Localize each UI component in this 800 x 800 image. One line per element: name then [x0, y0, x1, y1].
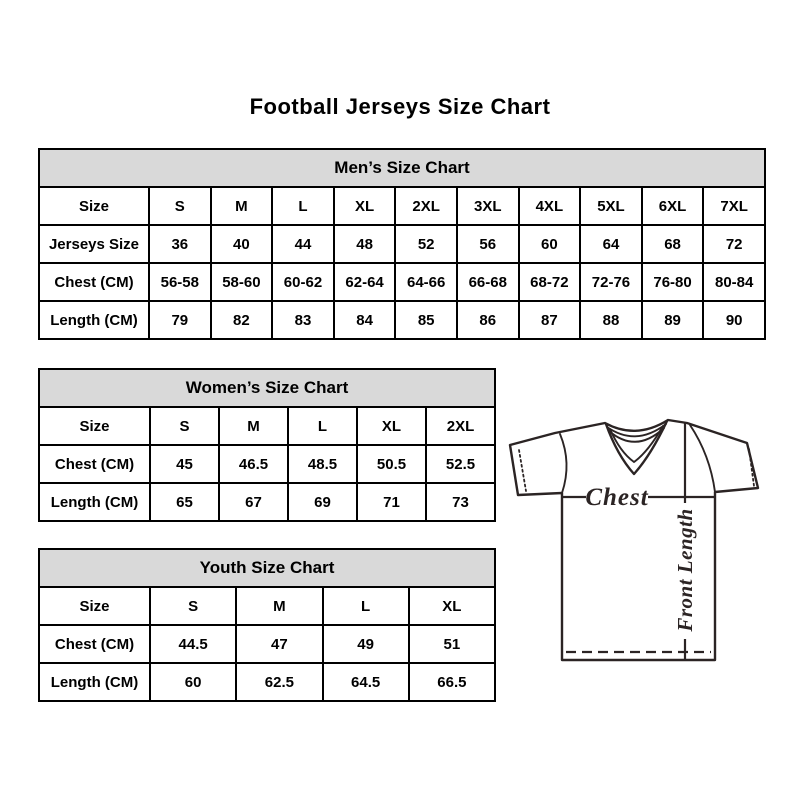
page-title: Football Jerseys Size Chart	[249, 94, 551, 119]
mens-size-chart	[38, 148, 766, 340]
table-cell: 2XL	[426, 407, 495, 445]
table-row	[39, 407, 495, 445]
table-cell: 79	[149, 301, 211, 339]
table-cell: 76-80	[642, 263, 704, 301]
table-cell: 60	[150, 663, 236, 701]
row-label: Chest (CM)	[39, 263, 149, 301]
table-cell: 72	[703, 225, 765, 263]
table-cell: 58-60	[211, 263, 273, 301]
front-length-label: Front Length	[673, 508, 697, 632]
row-label: Jerseys Size	[39, 225, 149, 263]
table-cell: 44	[272, 225, 334, 263]
table-cell: XL	[357, 407, 426, 445]
table-cell: 60-62	[272, 263, 334, 301]
table-cell: 49	[323, 625, 409, 663]
table-cell: 86	[457, 301, 519, 339]
table-cell: 66.5	[409, 663, 495, 701]
table-cell: 69	[288, 483, 357, 521]
table-cell: M	[219, 407, 288, 445]
table-cell: 52	[395, 225, 457, 263]
table-cell: 4XL	[519, 187, 581, 225]
table-cell: 62.5	[236, 663, 322, 701]
table-cell: 45	[150, 445, 219, 483]
table-cell: 52.5	[426, 445, 495, 483]
table-row	[39, 187, 765, 225]
table-cell: 84	[334, 301, 396, 339]
table-cell: 87	[519, 301, 581, 339]
row-label: Length (CM)	[39, 663, 150, 701]
table-cell: S	[150, 407, 219, 445]
table-cell: XL	[334, 187, 396, 225]
jersey-diagram-svg	[500, 403, 768, 673]
table-cell: S	[150, 587, 236, 625]
table-cell: 67	[219, 483, 288, 521]
table-cell: 68-72	[519, 263, 581, 301]
table-cell: 64	[580, 225, 642, 263]
table-row	[39, 587, 495, 625]
youth-size-table	[38, 548, 496, 702]
row-label: Length (CM)	[39, 483, 150, 521]
table-cell: 51	[409, 625, 495, 663]
table-cell: 65	[150, 483, 219, 521]
table-cell: 50.5	[357, 445, 426, 483]
table-cell: XL	[409, 587, 495, 625]
row-label: Size	[39, 187, 149, 225]
table-cell: 48.5	[288, 445, 357, 483]
jersey-measurement-diagram	[500, 403, 768, 673]
table-cell: M	[211, 187, 273, 225]
row-label: Chest (CM)	[39, 445, 150, 483]
table-cell: 36	[149, 225, 211, 263]
men-size-table	[38, 148, 766, 340]
table-cell: 62-64	[334, 263, 396, 301]
table-row	[39, 225, 765, 263]
table-cell: 64-66	[395, 263, 457, 301]
table-cell: 88	[580, 301, 642, 339]
table-cell: M	[236, 587, 322, 625]
row-label: Size	[39, 587, 150, 625]
table-cell: L	[288, 407, 357, 445]
chest-label: Chest	[585, 484, 649, 511]
table-cell: 7XL	[703, 187, 765, 225]
table-cell: S	[149, 187, 211, 225]
table-cell: 40	[211, 225, 273, 263]
row-label: Size	[39, 407, 150, 445]
womens-size-chart	[38, 368, 496, 522]
table-cell: 2XL	[395, 187, 457, 225]
table-cell: 6XL	[642, 187, 704, 225]
table-row	[39, 263, 765, 301]
table-cell: 71	[357, 483, 426, 521]
table-cell: 89	[642, 301, 704, 339]
table-cell: 90	[703, 301, 765, 339]
table-cell: 80-84	[703, 263, 765, 301]
jersey-outline	[510, 420, 758, 660]
table-cell: 66-68	[457, 263, 519, 301]
table-cell: 60	[519, 225, 581, 263]
table-row	[39, 301, 765, 339]
table-cell: 64.5	[323, 663, 409, 701]
table-cell: 5XL	[580, 187, 642, 225]
table-section-header: Women’s Size Chart	[39, 369, 495, 407]
table-cell: 3XL	[457, 187, 519, 225]
table-cell: L	[323, 587, 409, 625]
table-cell: 82	[211, 301, 273, 339]
table-row	[39, 663, 495, 701]
table-cell: 72-76	[580, 263, 642, 301]
table-row	[39, 625, 495, 663]
table-cell: 48	[334, 225, 396, 263]
table-cell: 73	[426, 483, 495, 521]
table-cell: 46.5	[219, 445, 288, 483]
table-cell: 47	[236, 625, 322, 663]
table-cell: 44.5	[150, 625, 236, 663]
table-cell: L	[272, 187, 334, 225]
table-cell: 83	[272, 301, 334, 339]
table-cell: 56	[457, 225, 519, 263]
table-cell: 85	[395, 301, 457, 339]
row-label: Length (CM)	[39, 301, 149, 339]
row-label: Chest (CM)	[39, 625, 150, 663]
table-cell: 68	[642, 225, 704, 263]
table-section-header: Men’s Size Chart	[39, 149, 765, 187]
table-row	[39, 445, 495, 483]
table-cell: 56-58	[149, 263, 211, 301]
women-size-table	[38, 368, 496, 522]
table-section-header: Youth Size Chart	[39, 549, 495, 587]
youth-size-chart	[38, 548, 496, 702]
table-row	[39, 483, 495, 521]
